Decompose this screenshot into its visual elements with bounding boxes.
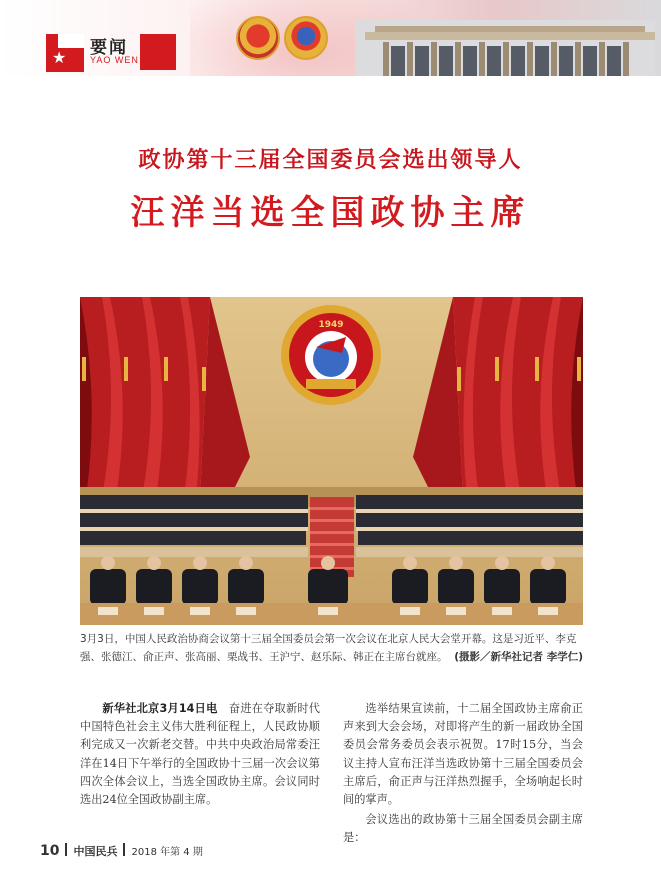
photo-caption	[80, 630, 583, 666]
article-headline: 汪洋当选全国政协主席	[130, 193, 531, 233]
article-text: 奋进在夺取新时代中国特色社会主义伟大胜利征程上，人民政协顺利完成又一次新老交替。中共中央政治局常委汪洋在14日下午举行的全国政协十三届一次会议第四次全体会议上，当选全国政协主席。会议同时选出24位全国政协副主席。	[80, 702, 320, 807]
article-paragraph	[80, 700, 320, 809]
svg-text:1949: 1949	[318, 320, 344, 330]
star-icon: ★	[52, 48, 67, 67]
great-hall-illustration	[355, 20, 655, 76]
section-marker-notch	[58, 34, 84, 48]
page-header-banner	[0, 0, 661, 76]
conference-hall-illustration	[80, 297, 583, 625]
divider	[65, 843, 67, 856]
issue-label: 2018 年第 4 期	[131, 847, 203, 858]
page-footer	[40, 840, 203, 859]
cppcc-emblem-icon	[284, 16, 328, 60]
divider	[123, 843, 125, 856]
article-column-left	[80, 700, 320, 809]
caption-text: 3月3日，中国人民政治协商会议第十三届全国委员会第一次会议在北京人民大会堂开幕。这是习近平、李克强、张德江、俞正声、张高丽、栗战书、王沪宁、赵乐际、韩正在主席台就座。	[80, 633, 577, 663]
photo-credit: (摄影／新华社记者 李学仁)	[454, 651, 583, 663]
section-title-cn: 要闻	[90, 38, 128, 58]
conference-photo	[80, 297, 583, 625]
article-column-right	[343, 700, 583, 848]
national-emblem-icon	[236, 16, 280, 60]
article-paragraph: 选举结果宣读前，十二届全国政协主席俞正声来到大会会场，对即将产生的新一届政协全国委员会常务委员会表示祝贺。17时15分，当会议主持人宣布汪洋当选政协第十三届全国委员会主席后，俞正声与汪洋热烈握手，全场响起长时间的掌声。	[343, 702, 583, 807]
article-paragraph: 会议选出的政协第十三届全国委员会副主席是：	[343, 813, 583, 845]
cppcc-emblem-icon	[281, 305, 381, 405]
article-subtitle: 政协第十三届全国委员会选出领导人	[138, 147, 523, 173]
magazine-name: 中国民兵	[73, 845, 118, 858]
article-dateline: 新华社北京3月14日电	[102, 702, 218, 715]
section-title-en: YAO WEN	[90, 55, 139, 65]
page-number: 10	[40, 843, 60, 859]
section-red-bar	[140, 34, 176, 70]
